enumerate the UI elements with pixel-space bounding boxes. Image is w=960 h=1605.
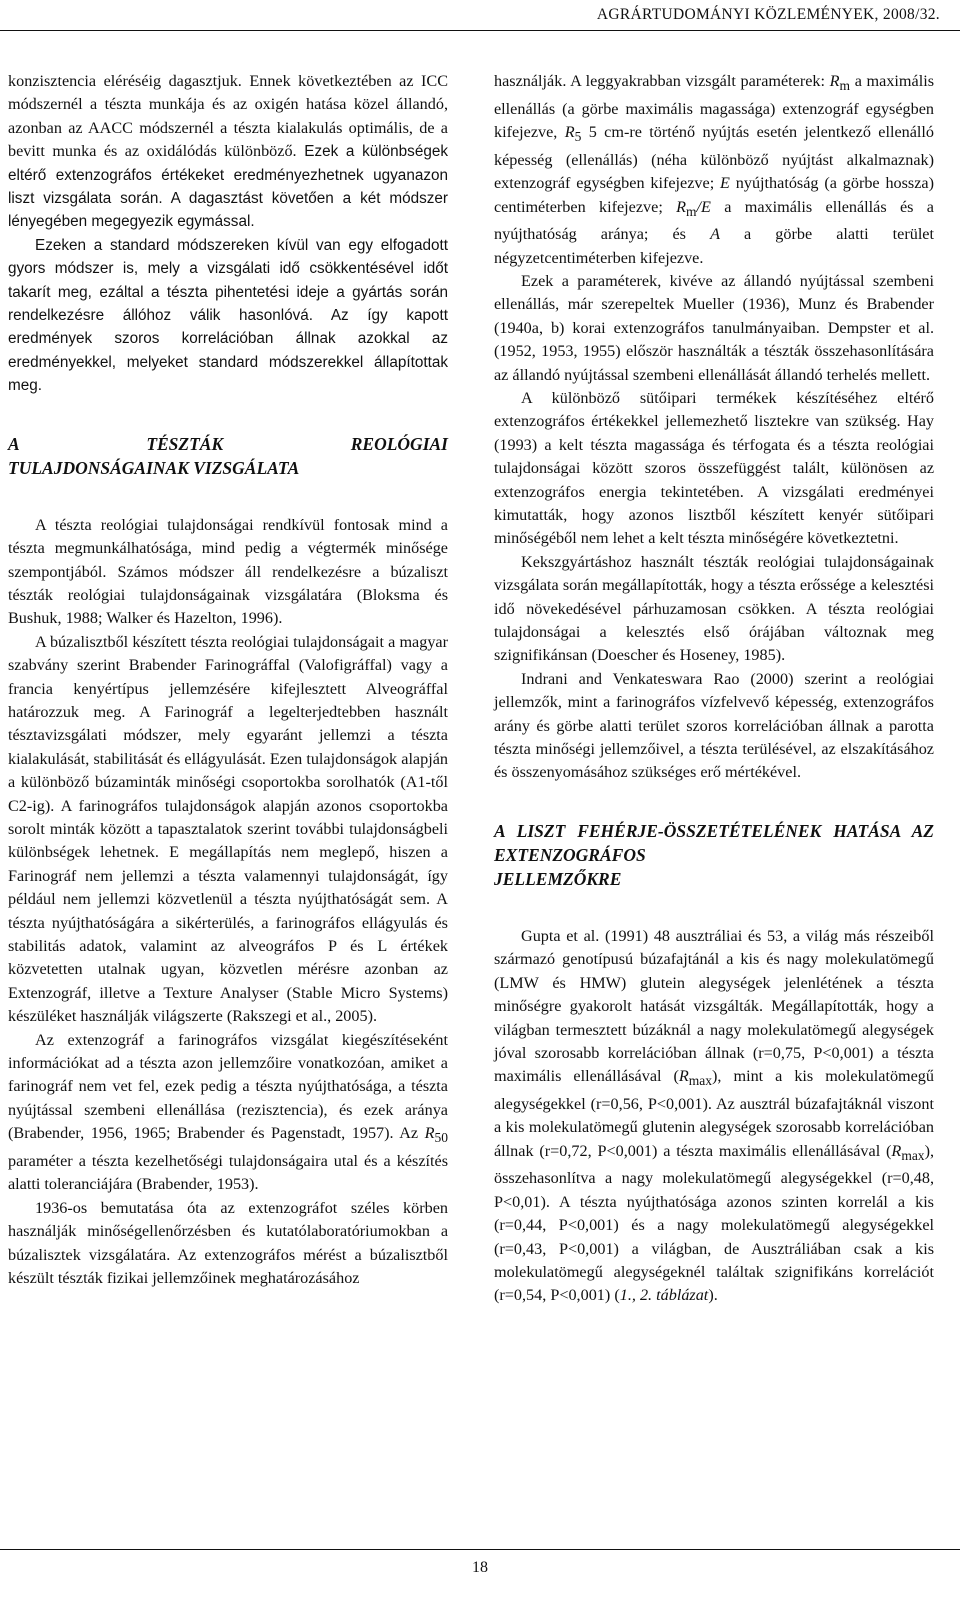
paragraph-5-text: paraméter a tészta kezelhetőségi tulajdonságaira utal és a készítés alatti toleranciájára (Brabender, 1953).: [8, 1151, 448, 1194]
paragraph-1-sans: Ezek a különbségek eltérő extenzográfos értékeket eredményezhetnek ugyanazon liszt vizsgálata során. A dagasztást követően a két módszer lényegében megegyezik egymással.: [8, 143, 448, 231]
text: a maximális ellenállás (a görbe maximális magassága) extenzográf egységben kifejezve,: [494, 72, 934, 142]
symbol-r: R: [829, 72, 840, 90]
paragraph-4: A búzalisztből készített tészta reológiai tulajdonságait a magyar szabvány szerint Brabender Farinográffal (Valofigráffal) vagy a francia kenyértípus jellemzésére kifejlesztett Alveográffal határozzuk meg. A Farinográf a legelterjedtebben használt tésztavizsgálati módszer, mely egyaránt jellemzi a tészta kialakulását, stabilitását és ellágyulását. Ezen tulajdonságok alapján a különböző búzaminták minőségi csoportokba sorolhatók (A1-től C2-ig). A farinográfos tulajdonságok alapján azonos csoportokba sorolt minták között a tapasztalatok szerint további tulajdonságbeli különbségek lehetnek. E megállapítás nem meglepő, hiszen a Farinográf nem jellemzi a tészta valamennyi tulajdonságát, így például nem jellemzi közvetlenül a tészta nyújthatóságát sem. A tészta nyújthatóságára a sikérterülés, a farinográfos ellágyulás és stabilitás adatok, valamint az alveográfos P és L értékek közvetetten utalnak ugyan, közvetlen mérésre azonban az Extenzográf, illetve a Texture Analyser (Stable Micro Systems) készüléket használják világszerte (Rakszegi et al., 2005).: [8, 632, 448, 1026]
heading-line: JELLEMZŐKRE: [494, 868, 622, 889]
footer-rule: [0, 1549, 960, 1550]
left-column: [8, 70, 448, 1290]
running-header: AGRÁRTUDOMÁNYI KÖZLEMÉNYEK, 2008/32.: [596, 6, 940, 23]
symbol-subscript: 5: [574, 129, 582, 145]
paragraph-r6: [494, 925, 934, 1308]
symbol-r: R: [564, 123, 575, 142]
paragraph-1-serif: konzisztencia eléréséig dagasztjuk. Ennek következtében az ICC módszernél a tészta munkája és az oxigén hatása közel állandó, azonban az AACC módszernél a tészta kialakulás optimális, de a bevitt munka és az oxidálódás különböző.: [8, 72, 448, 161]
section-heading-rheology: [8, 432, 448, 480]
heading-line: A TÉSZTÁK REOLÓGIAI: [8, 433, 448, 454]
text: ), összehasonlítva a nagy molekulatömegű alegységekkel (r=0,48, P<0,01). A tészta nyújthatósága azonos szinten korrelál a kis (r=0,44, P<0,001) és a nagy molekulatömegű alegységekkel (r=0,43, P<0,001) a világban, de Ausztráliában csak a kis molekulatömegű alegységeknél találtak szignifikáns korrelációt (r=0,54, P<0,001) (: [494, 1141, 934, 1305]
text: használják. A leggyakrabban vizsgált paraméterek:: [494, 72, 830, 90]
paragraph-r1: [494, 70, 934, 270]
paragraph-r4: Kekszgyártáshoz használt tészták reológiai tulajdonságainak vizsgálata során megállapították, hogy a tészta erőssége a kelesztési idő növekedésével párhuzamosan csökken. A tészta reológiai tulajdonságai a kelesztés első órájában változnak meg szignifikánsan (Doescher és Hoseney, 1985).: [494, 552, 934, 665]
right-column: [494, 70, 934, 1308]
paragraph-5-text: Az extenzográf a farinográfos vizsgálat kiegészítéseként információkat ad a tészta azon jellemzőire vonatkozóan, amiket a farinográf nem vet fel, ezek pedig a tészta nyújthatósága, a tészta nyújtással szembeni ellenállása (rezisztencia), és ezek aránya (Brabender, 1956, 1965; Brabender és Pagenstadt, 1957). Az: [8, 1030, 448, 1143]
text: a görbe alatti terület négyzetcentiméterben kifejezve.: [494, 225, 934, 267]
symbol-subscript: m: [686, 203, 697, 219]
spacer: [494, 891, 934, 925]
text: a maximális ellenállás és a nyújthatóság aránya; és: [494, 197, 934, 244]
symbol-r: R: [678, 1067, 689, 1086]
paragraph-r2: Ezek a paraméterek, kivéve az állandó nyújtással szembeni ellenállás, már szerepeltek Mueller (1936), Munz és Brabender (1940a, b) korai extenzográfos tanulmányaiban. Dempster et al. (1952, 1953, 1955) először használták a tészták összehasonlítására az állandó nyújtással szembeni ellenállását állandó terhelés mellett.: [494, 271, 934, 384]
symbol-r: R: [891, 1141, 902, 1160]
paragraph-1: [8, 70, 448, 234]
symbol-subscript: m: [839, 78, 851, 94]
text: ).: [708, 1286, 718, 1305]
page-number: 18: [472, 1559, 488, 1576]
spacer: [8, 398, 448, 432]
text: ), mint a kis molekulatömegű alegységekkel (r=0,56, P<0,001). Az ausztrál búzafajtáknál viszont a kis molekulatömegű glutenin alegységek szorosabb korrelációban állnak (r=0,72, P<0,001) a tészta maximális ellenállásával (: [494, 1067, 934, 1160]
header-rule: [0, 30, 960, 31]
heading-line: HATÁSA AZ EXTENZOGRÁFOS: [494, 820, 934, 865]
spacer: [8, 480, 448, 514]
text: nyújthatóság (a görbe hossza) centiméterben kifejezve;: [494, 174, 934, 216]
paragraph-3: A tészta reológiai tulajdonságai rendkívül fontosak mind a tészta megmunkálhatósága, mind pedig a végtermék minősége szempontjából. Számos módszer áll rendelkezésre a búzaliszt tészták reológiai tulajdonságainak vizsgálatára (Bloksma és Bushuk, 1988; Walker és Hazelton, 1996).: [8, 515, 448, 628]
symbol-a: A: [710, 225, 720, 244]
symbol-e: E: [720, 174, 730, 193]
paragraph-5: [8, 1029, 448, 1197]
symbol-r: R: [424, 1124, 435, 1143]
section-heading-protein: [494, 819, 934, 891]
table-reference: 1., 2. táblázat: [619, 1286, 709, 1305]
symbol-r: R: [676, 197, 687, 216]
symbol-subscript: 50: [434, 1130, 448, 1146]
symbol-e: /E: [696, 197, 711, 216]
text: 5 cm-re történő nyújtás esetén jelentkező ellenálló képesség (ellenállás) (néha különböző nyújtást alkalmaznak) extenzográf egységben kifejezve;: [494, 123, 934, 193]
text: Gupta et al. (1991) 48 ausztráliai és 53, a világ más részeiből származó genotípusú búzafajtánál a kis és nagy molekulatömegű (LMW és HMW) glutein alegységek jelenlétének a tészta minőségre gyakorolt hatását vizsgálták. Megállapították, hogy a világban termesztett búzáknál a nagy molekulatömegű alegységek jóval szorosabb korrelációban állnak (r=0,75, P<0,001) a tészta maximális ellenállásával (: [494, 926, 934, 1086]
heading-line: TULAJDONSÁGAINAK VIZSGÁLATA: [8, 457, 300, 478]
symbol-subscript: max: [688, 1073, 713, 1089]
spacer: [494, 785, 934, 819]
paragraph-r3: A különböző sütőipari termékek készítéséhez eltérő extenzográfos értékekkel jellemezhető lisztekre van szükség. Hay (1993) a kelt tészta magassága és térfogata és a tészta reológiai tulajdonságai között szoros összefüggést talált, különösen az extenzográfos energia tekintetében. A vizsgálati eredményei kimutatták, hogy azonos lisztből készített kenyér sütőipari minőségéből nem lehet a kelt tészta minőségére következtetni.: [494, 388, 934, 548]
paragraph-6: 1936-os bemutatása óta az extenzográfot széles körben használják minőségellenőrzésben és kutatólaboratóriumokban a búzalisztek vizsgálatára. Az extenzográfos mérést a búzalisztből készült tészták fizikai jellemzőinek meghatározásához: [8, 1198, 448, 1287]
heading-line: A LISZT FEHÉRJE-ÖSSZETÉTELÉNEK: [494, 820, 822, 841]
symbol-subscript: max: [901, 1148, 925, 1164]
paragraph-r5: Indrani and Venkateswara Rao (2000) szerint a reológiai jellemzők, mint a farinográfos vízfelvevő képesség, extenzográfos arány és görbe alatti terület szoros korrelációban állnak a parotta tészta minőségi jellemzőivel, a tészta terülésével, az elszakításához és összenyomásához szükséges erő mértékével.: [494, 669, 934, 782]
paragraph-2: Ezeken a standard módszereken kívül van egy elfogadott gyors módszer is, mely a vizsgálati idő csökkentésével időt takarít meg, ezáltal a tészta pihentetési ideje a gyártás során rendelkezésre állóhoz válik hasonlóvá. Az így kapott eredmények szoros korrelációban állnak azokkal az eredményekkel, melyeket standard módszerekkel állapítottak meg.: [8, 236, 448, 395]
